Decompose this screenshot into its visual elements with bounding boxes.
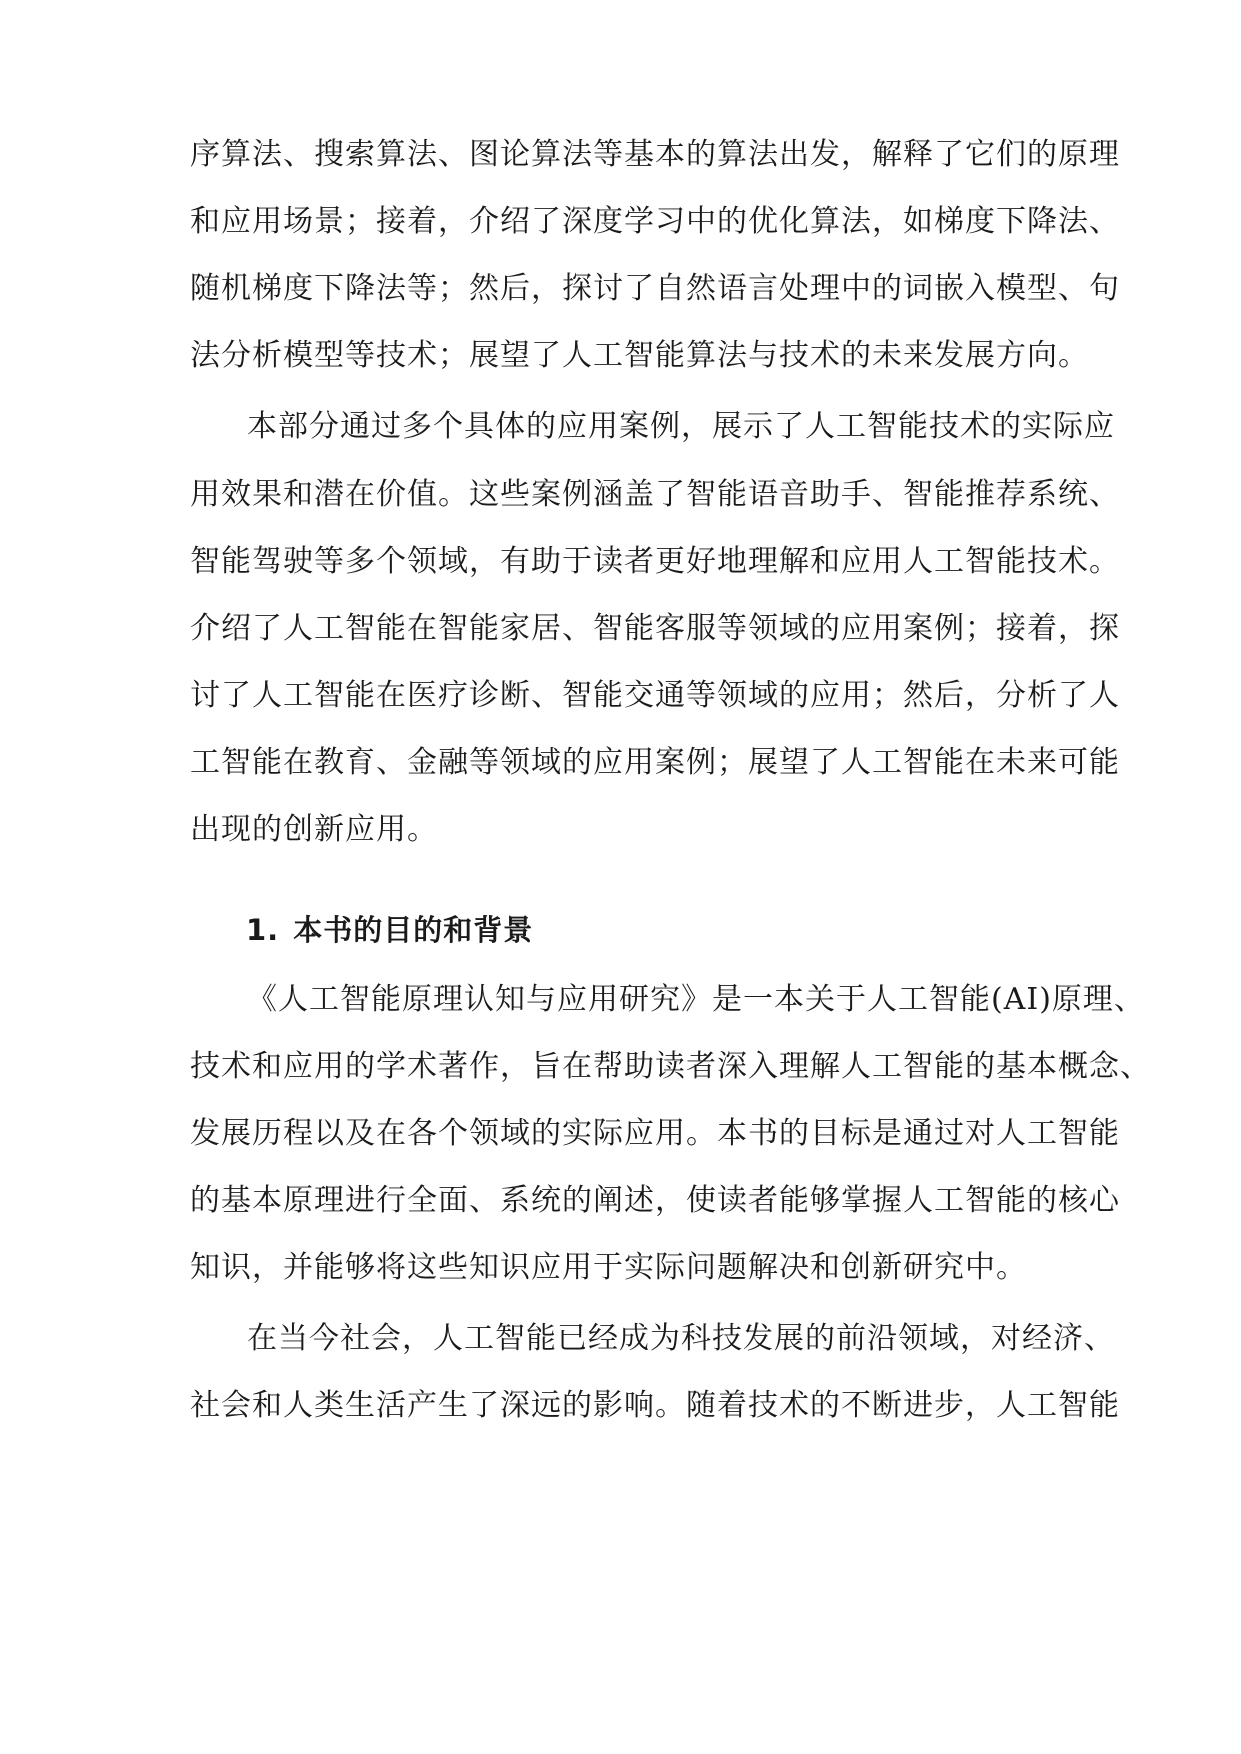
text-line: 在当今社会，人工智能已经成为科技发展的前沿领域，对经济、 bbox=[247, 1321, 1115, 1356]
section-number: 1. bbox=[246, 913, 280, 947]
section-title: 本书的目的和背景 bbox=[293, 913, 534, 947]
text-line: 社会和人类生活产生了深远的影响。随着技术的不断进步，人工智能 bbox=[190, 1388, 1120, 1423]
section-heading bbox=[246, 910, 533, 950]
text-line: 法分析模型等技术；展望了人工智能算法与技术的未来发展方向。 bbox=[190, 338, 1089, 373]
text-line: 《人工智能原理认知与应用研究》是一本关于人工智能(AI)原理、 bbox=[247, 982, 1145, 1017]
text-line: 用效果和潜在价值。这些案例涵盖了智能语音助手、智能推荐系统、 bbox=[190, 477, 1120, 512]
text-line: 讨了人工智能在医疗诊断、智能交通等领域的应用；然后，分析了人 bbox=[190, 678, 1120, 713]
text-line: 技术和应用的学术著作，旨在帮助读者深入理解人工智能的基本概念、 bbox=[190, 1049, 1151, 1084]
text-line: 出现的创新应用。 bbox=[190, 812, 438, 847]
text-line: 智能驾驶等多个领域，有助于读者更好地理解和应用人工智能技术。 bbox=[190, 544, 1120, 579]
text-line: 序算法、搜索算法、图论算法等基本的算法出发，解释了它们的原理 bbox=[190, 137, 1120, 172]
text-line: 工智能在教育、金融等领域的应用案例；展望了人工智能在未来可能 bbox=[190, 745, 1120, 780]
text-line: 随机梯度下降法等；然后，探讨了自然语言处理中的词嵌入模型、句 bbox=[190, 271, 1120, 306]
text-line: 的基本原理进行全面、系统的阐述，使读者能够掌握人工智能的核心 bbox=[190, 1183, 1120, 1218]
text-line: 本部分通过多个具体的应用案例，展示了人工智能技术的实际应 bbox=[247, 409, 1115, 444]
text-line: 和应用场景；接着，介绍了深度学习中的优化算法，如梯度下降法、 bbox=[190, 204, 1120, 239]
text-line: 发展历程以及在各个领域的实际应用。本书的目标是通过对人工智能 bbox=[190, 1116, 1120, 1151]
text-line: 知识，并能够将这些知识应用于实际问题解决和创新研究中。 bbox=[190, 1250, 1027, 1285]
text-line: 介绍了人工智能在智能家居、智能客服等领域的应用案例；接着，探 bbox=[190, 611, 1120, 646]
